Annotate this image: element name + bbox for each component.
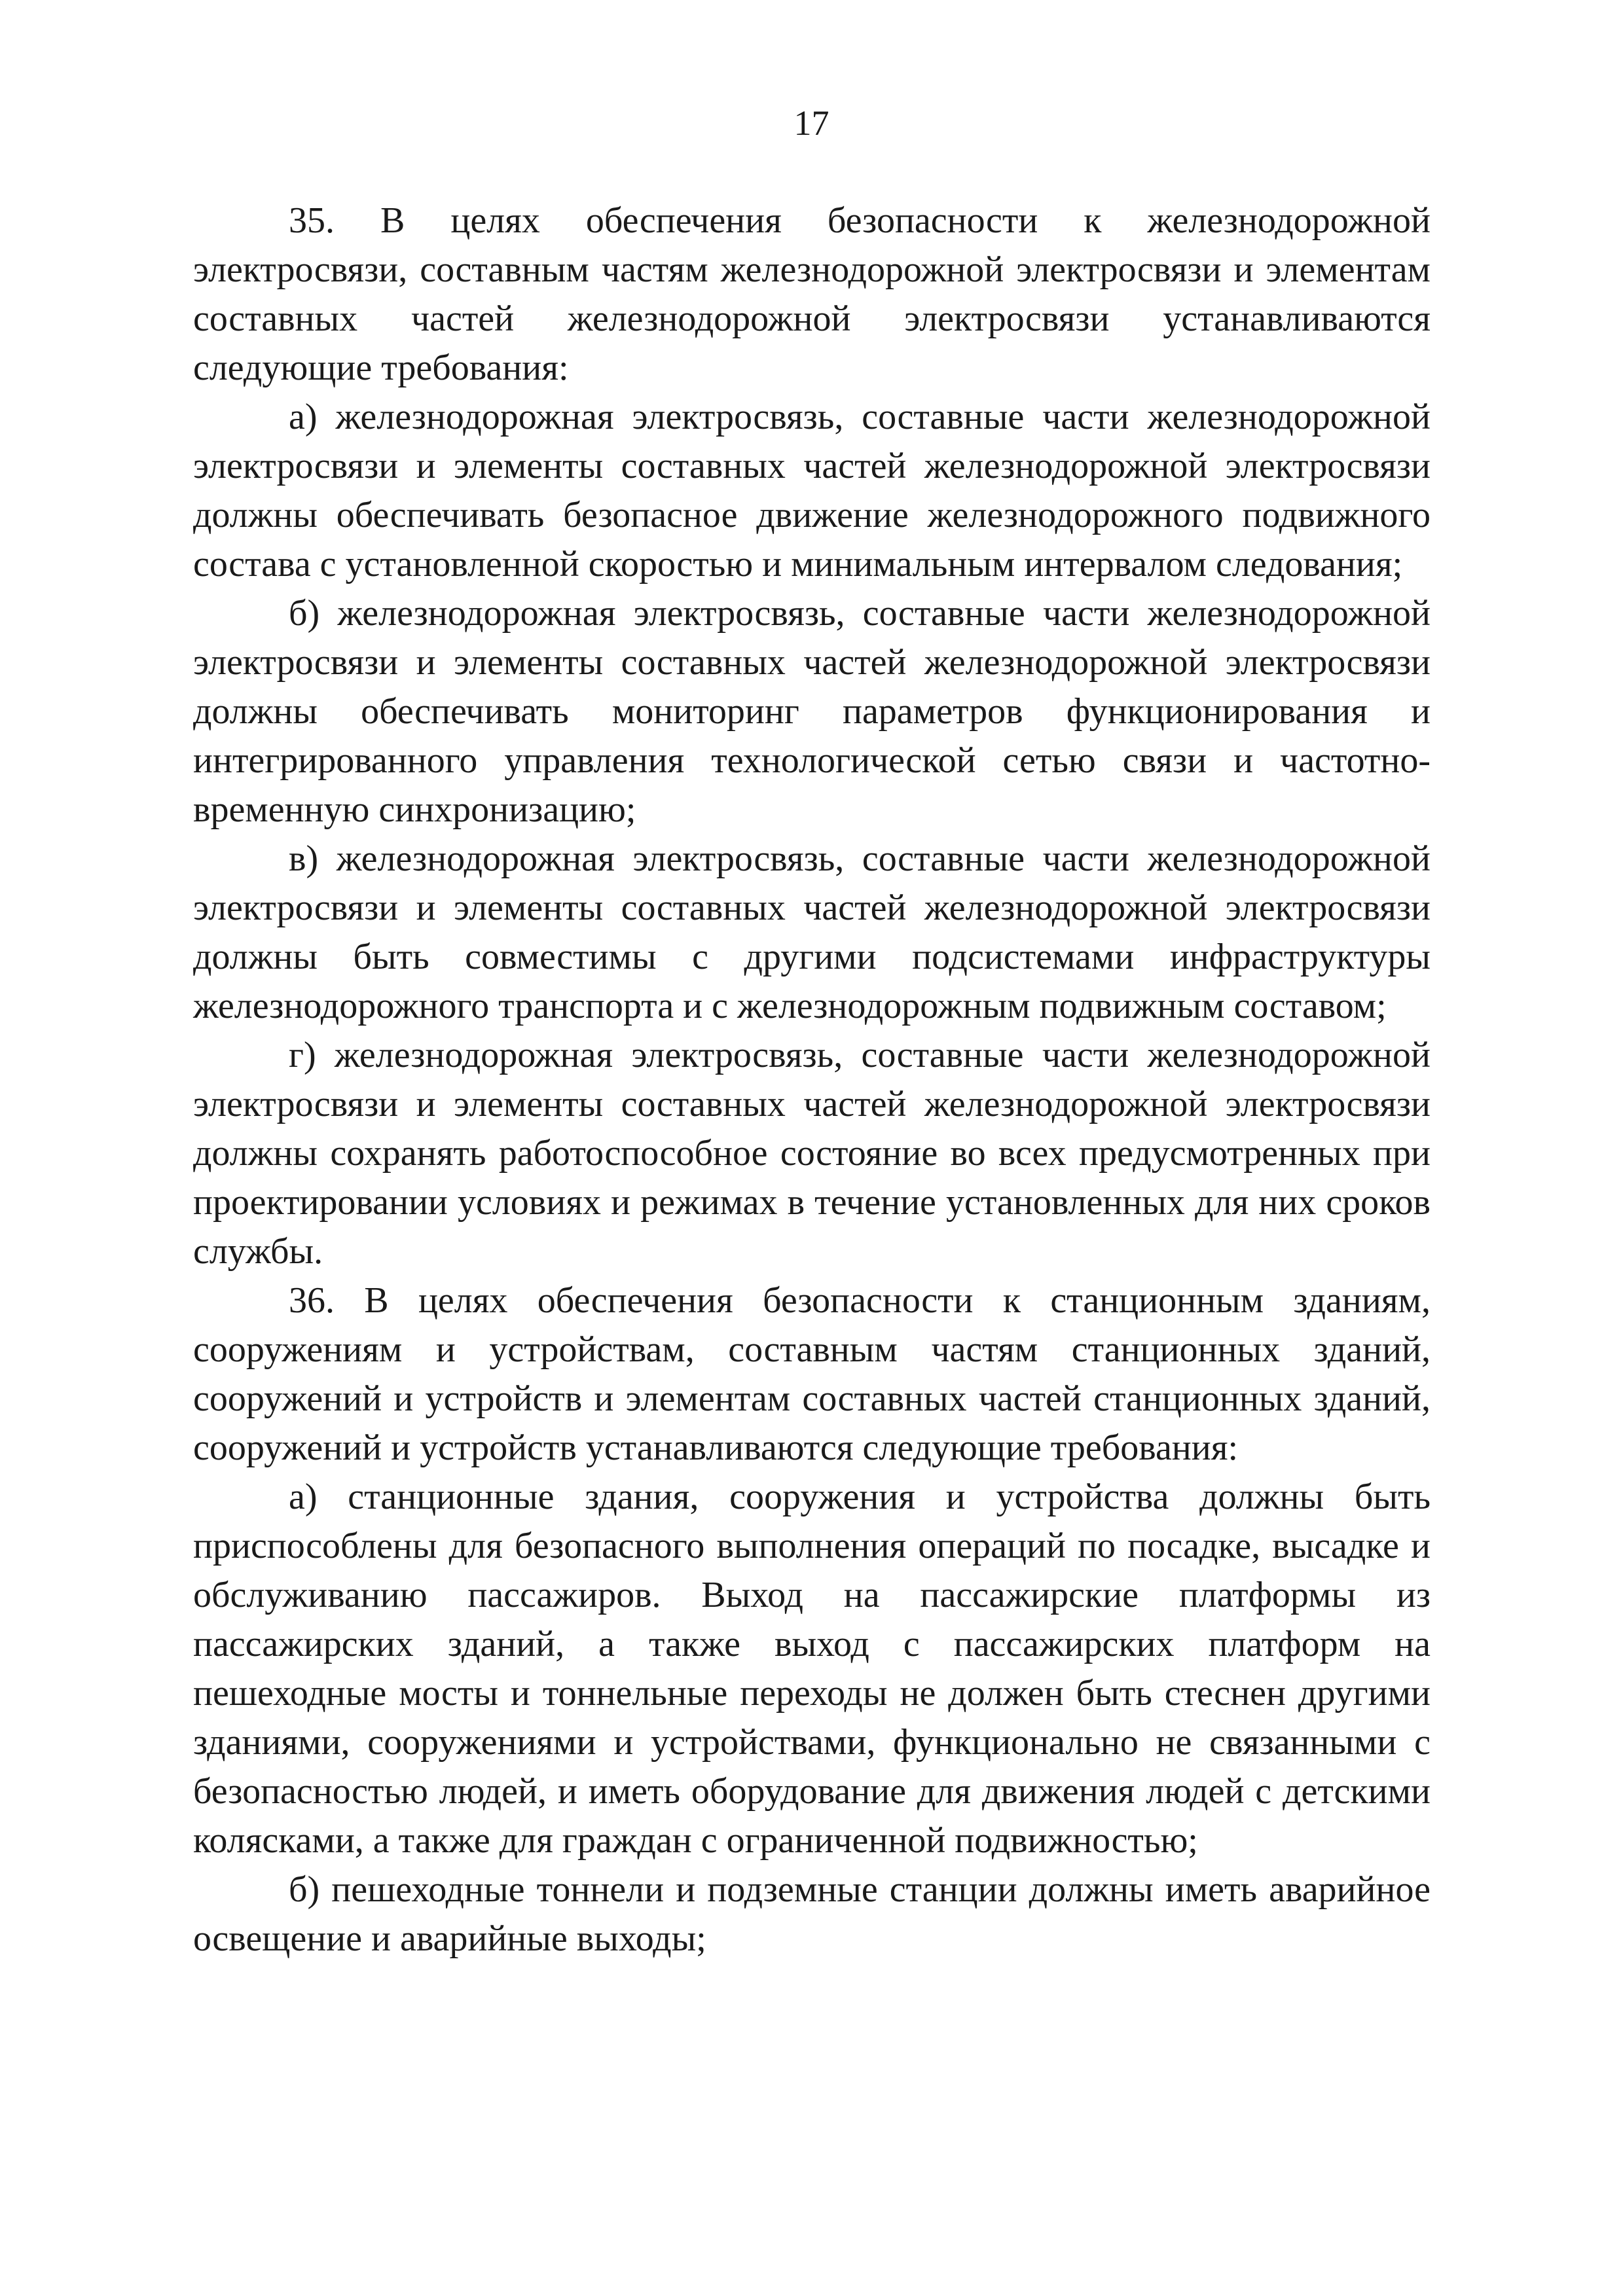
paragraph-35-g: г) железнодорожная электросвязь, составные части железнодорожной электросвязи и элементы составных частей железнодорожной электросвязи должны сохранять работоспособное состояние во всех предусмотренных при проектировании условиях и режимах в течение установленных для них сроков службы.: [193, 1035, 1431, 1272]
page-number: 17: [793, 103, 830, 143]
document-body: [193, 196, 1431, 1964]
paragraph-35-b: б) железнодорожная электросвязь, составные части железнодорожной электросвязи и элементы составных частей железнодорожной электросвязи должны обеспечивать мониторинг параметров функционирования и интегрированного управления технологической сетью связи и частотно-временную синхронизацию;: [193, 593, 1431, 830]
paragraph-36-a: а) станционные здания, сооружения и устройства должны быть приспособлены для безопасного выполнения операций по посадке, высадке и обслуживанию пассажиров. Выход на пассажирские платформы из пассажирских зданий, а также выход с пассажирских платформ на пешеходные мосты и тоннельные переходы не должен быть стеснен другими зданиями, сооружениями и устройствами, функционально не связанными с безопасностью людей, и иметь оборудование для движения людей с детскими колясками, а также для граждан с ограниченной подвижностью;: [193, 1477, 1431, 1861]
paragraph-36-b: б) пешеходные тоннели и подземные станции должны иметь аварийное освещение и аварийные выходы;: [193, 1869, 1431, 1959]
paragraph-35: 35. В целях обеспечения безопасности к железнодорожной электросвязи, составным частям железнодорожной электросвязи и элементам составных частей железнодорожной электросвязи устанавливаются следующие требования:: [193, 200, 1431, 388]
paragraph-35-v: в) железнодорожная электросвязь, составные части железнодорожной электросвязи и элементы составных частей железнодорожной электросвязи должны быть совместимы с другими подсистемами инфраструктуры железнодорожного транспорта и с железнодорожным подвижным составом;: [193, 838, 1431, 1026]
paragraph-35-a: а) железнодорожная электросвязь, составные части железнодорожной электросвязи и элементы составных частей железнодорожной электросвязи должны обеспечивать безопасное движение железнодорожного подвижного состава с установленной скоростью и минимальным интервалом следования;: [193, 397, 1431, 584]
paragraph-36: 36. В целях обеспечения безопасности к станционным зданиям, сооружениям и устройствам, составным частям станционных зданий, сооружений и устройств и элементам составных частей станционных зданий, сооружений и устройств устанавливаются следующие требования:: [193, 1280, 1431, 1468]
